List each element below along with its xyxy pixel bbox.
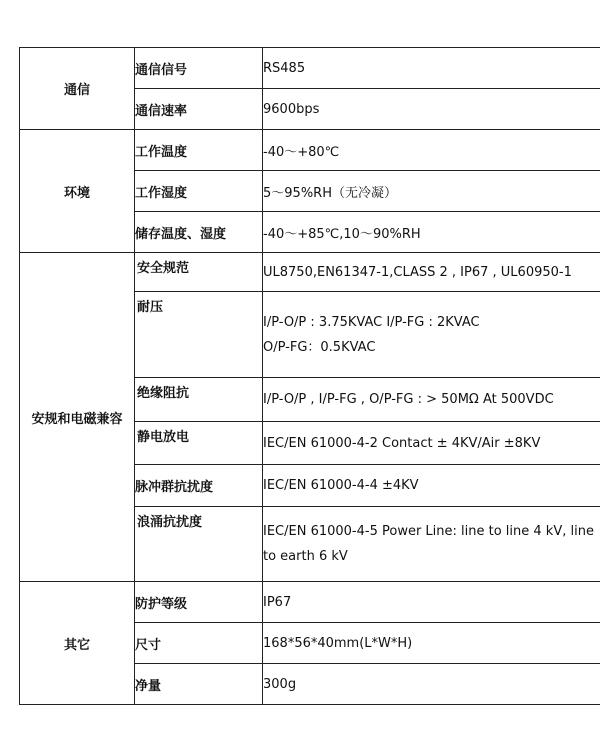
category-other: 其它 — [20, 582, 135, 705]
param-label: 工作温度 — [135, 130, 263, 171]
param-value: -40～+80℃ — [263, 130, 600, 171]
spec-table — [19, 47, 600, 705]
table-row — [20, 130, 600, 171]
table-row — [20, 582, 600, 623]
param-label: 尺寸 — [135, 623, 263, 664]
table-row — [20, 48, 600, 89]
param-value: 300g — [263, 664, 600, 705]
param-label: 脉冲群抗扰度 — [135, 465, 263, 507]
param-label: 工作湿度 — [135, 171, 263, 212]
param-label: 浪涌抗扰度 — [135, 507, 263, 582]
param-value: 168*56*40mm(L*W*H) — [263, 623, 600, 664]
param-value: I/P-O/P , I/P-FG , O/P-FG : > 50MΩ At 500VDC — [263, 378, 600, 422]
param-label: 静电放电 — [135, 422, 263, 465]
category-communication: 通信 — [20, 48, 135, 130]
table-row — [20, 253, 600, 292]
param-value: IP67 — [263, 582, 600, 623]
param-label: 防护等级 — [135, 582, 263, 623]
param-label: 安全规范 — [135, 253, 263, 292]
param-value — [263, 292, 600, 378]
param-label: 储存温度、湿度 — [135, 212, 263, 253]
value-line: IEC/EN 61000-4-5 Power Line: line to line 4 kV, line — [263, 524, 594, 539]
param-label: 绝缘阻抗 — [135, 378, 263, 422]
param-value: 5～95%RH（无冷凝） — [263, 171, 600, 212]
param-label: 通信信号 — [135, 48, 263, 89]
value-line: to earth 6 kV — [263, 549, 348, 564]
param-label: 通信速率 — [135, 89, 263, 130]
param-value — [263, 507, 600, 582]
category-environment: 环境 — [20, 130, 135, 253]
param-value: RS485 — [263, 48, 600, 89]
param-label: 耐压 — [135, 292, 263, 378]
param-value: 9600bps — [263, 89, 600, 130]
param-value: -40～+85℃,10～90%RH — [263, 212, 600, 253]
param-label: 净量 — [135, 664, 263, 705]
value-line: O/P-FG：0.5KVAC — [263, 339, 376, 355]
param-value: UL8750,EN61347-1,CLASS 2 , IP67 , UL60950-1 — [263, 253, 600, 292]
category-safety-emc: 安规和电磁兼容 — [20, 253, 135, 582]
param-value: IEC/EN 61000-4-2 Contact ± 4KV/Air ±8KV — [263, 422, 600, 465]
value-line: I/P-O/P : 3.75KVAC I/P-FG : 2KVAC — [263, 314, 480, 330]
param-value: IEC/EN 61000-4-4 ±4KV — [263, 465, 600, 507]
